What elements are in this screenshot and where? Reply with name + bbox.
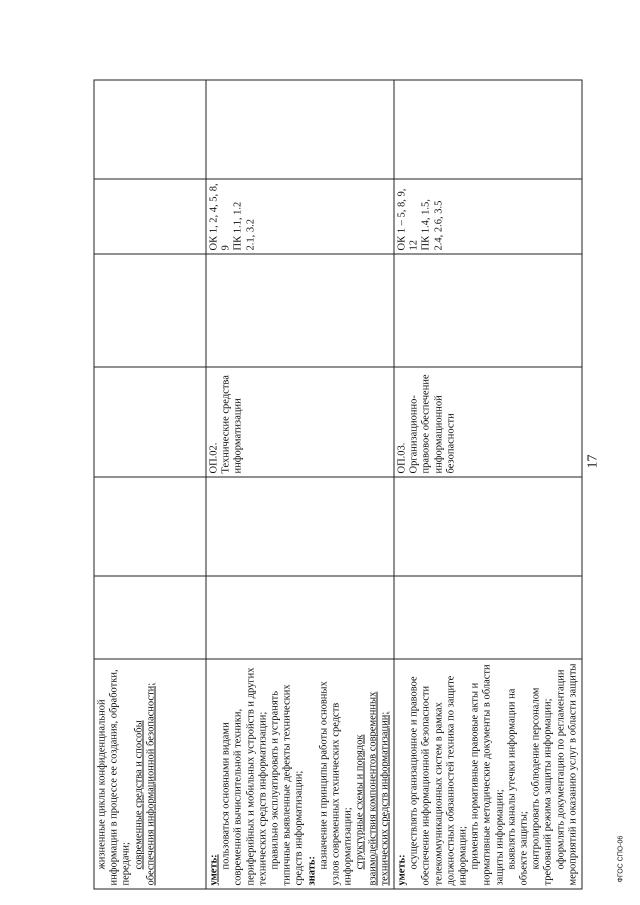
- discipline-name: Технические средства информатизации: [220, 375, 244, 474]
- discipline-cell: [394, 367, 582, 477]
- skill-line: жизненные циклы конфиденциальной информации в процессе ее создания, обработки, передачи;: [96, 669, 132, 886]
- table-row: [394, 80, 582, 889]
- empty-cell: [94, 576, 206, 659]
- discipline-code: ОП.02.: [208, 442, 220, 474]
- skill-line: назначение и принципы работы основных узлов современных технических средств информатизации;: [318, 681, 354, 886]
- footer-label: ФГОС СПО-06: [617, 835, 625, 883]
- empty-cell: [94, 80, 206, 179]
- skill-line: выявлять каналы утечки информации на объекте защиты;: [506, 688, 530, 886]
- empty-cell: [206, 477, 394, 576]
- document-page: [1, 0, 640, 905]
- skill-line: применять нормативные правовые акты и нормативные методические документы в области защиты информации;: [469, 664, 506, 886]
- skill-line: правильно эксплуатировать и устранять типичные выявленные дефекты технических средств информатизации;: [269, 684, 305, 886]
- competency-cell: [394, 179, 582, 254]
- competency-cell: [206, 179, 394, 254]
- skill-heading: знать:: [306, 856, 318, 886]
- code-cell: [94, 367, 206, 477]
- empty-cell: [394, 477, 582, 576]
- skills-cell: [94, 659, 206, 889]
- skill-heading: уметь:: [396, 854, 408, 886]
- table-row: [206, 80, 394, 889]
- competency-table: [94, 80, 583, 890]
- discipline-name: Организационно-правовое обеспечение информационной безопасности: [408, 374, 457, 474]
- empty-cell: [94, 477, 206, 576]
- empty-cell: [94, 254, 206, 367]
- skill-line: структурные схемы и порядок взаимодействия компонентов современных технических средств информатизации;: [354, 691, 391, 886]
- discipline-cell: [206, 367, 394, 477]
- empty-cell: [206, 254, 394, 367]
- empty-cell: [394, 576, 582, 659]
- page-number: 17: [585, 454, 601, 469]
- skill-line: контролировать соблюдение персоналом требований режима защиты информации;: [530, 687, 554, 886]
- competency-codes: ОК 1 – 5, 8, 9, 12 ПК 1.4, 1.5, 2.4, 2.6, 3.5: [396, 188, 445, 251]
- competency-cell: [94, 179, 206, 254]
- discipline-code: ОП.03.: [396, 442, 408, 474]
- skill-line: осуществлять организационное и правовое обеспечение информационной безопасности телекоммуникационных систем в рамках должностных обязанностей техника по защите информации;: [408, 675, 469, 886]
- skill-line: оформлять документацию по регламентации мероприятий и оказанию услуг в области защиты: [555, 663, 579, 886]
- table-row: [94, 80, 206, 889]
- competency-codes: ОК 1, 2, 4, 5, 8, 9 ПК 1.1, 1.2 2.1, 3.2: [208, 183, 257, 251]
- empty-cell: [394, 80, 582, 179]
- skill-line: пользоваться основными видами современной вычислительной техники, периферийных и мобильных устройств и других технических средств информатизации;: [220, 667, 269, 886]
- skill-heading: уметь:: [208, 854, 220, 886]
- empty-cell: [206, 80, 394, 179]
- empty-cell: [394, 254, 582, 367]
- skills-cell: [206, 659, 394, 889]
- skill-line: современные средства и способы обеспечения информационной безопасности;: [133, 682, 157, 886]
- skills-cell: [394, 659, 582, 889]
- empty-cell: [206, 576, 394, 659]
